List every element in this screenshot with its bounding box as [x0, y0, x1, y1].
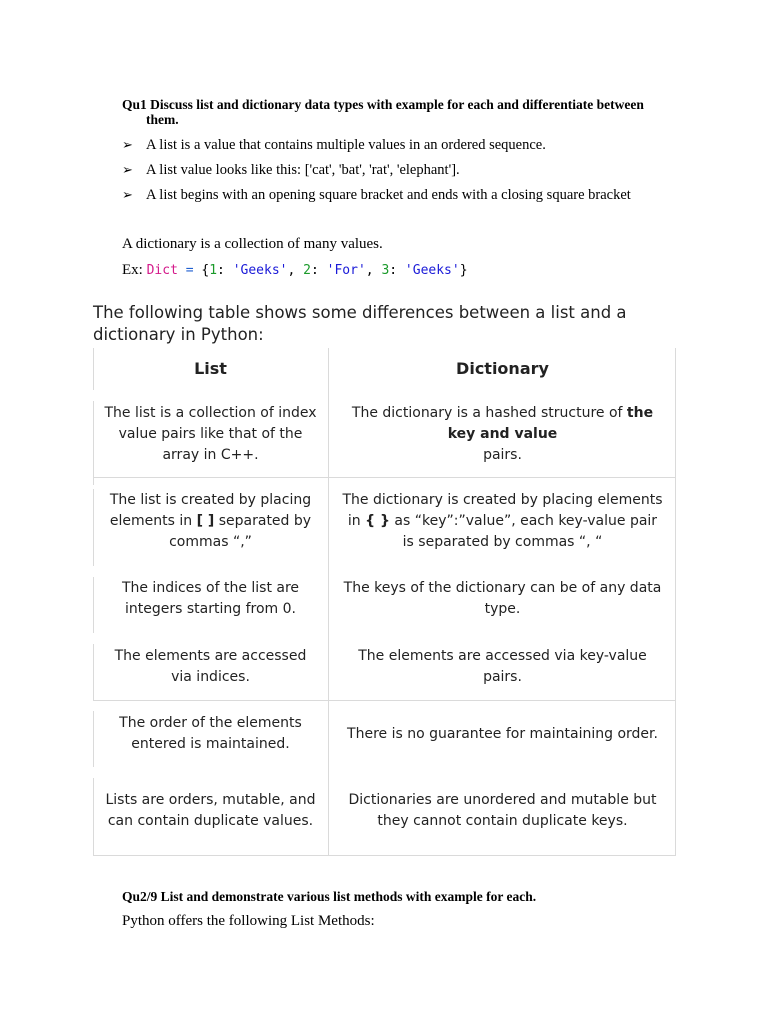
- question-2-heading: Qu2/9 List and demonstrate various list methods with example for each.: [122, 889, 537, 904]
- arrow-bullet-icon: ➢: [122, 162, 133, 177]
- bullet-item: [122, 161, 722, 179]
- table-cell-list: The indices of the list are integers starting from 0.: [121, 580, 300, 617]
- bullet-item: [122, 136, 722, 154]
- table-cell-list: The list is a collection of index value pairs like that of the array in C++.: [104, 404, 317, 463]
- table-cell-dictionary: The elements are accessed via key-value pairs.: [358, 648, 647, 685]
- comparison-intro: The following table shows some differences between a list and a dictionary in Python:: [93, 303, 627, 344]
- example-label: Ex:: [122, 262, 143, 278]
- header-dictionary: Dictionary: [456, 358, 549, 378]
- bullet-item: [122, 186, 722, 204]
- question-1-heading-line1: Qu1 Discuss list and dictionary data types with example for each and differentiate between: [122, 97, 644, 112]
- arrow-bullet-icon: ➢: [122, 187, 133, 202]
- arrow-bullet-icon: ➢: [122, 137, 133, 152]
- dictionary-definition: A dictionary is a collection of many values.: [122, 236, 383, 252]
- example-code: Dict = {1: 'Geeks', 2: 'For', 3: 'Geeks'}: [146, 263, 468, 278]
- list-facts-bullets: [122, 136, 722, 211]
- table-cell-dictionary: The keys of the dictionary can be of any data type.: [343, 580, 662, 617]
- table-cell-list: The order of the elements entered is maintained.: [119, 715, 302, 752]
- header-list: List: [194, 358, 227, 378]
- row-divider: [93, 477, 676, 478]
- table-cell-dictionary: The dictionary is created by placing elements in { } as “key”:”value”, each key-value pair is separated by commas “, “: [342, 491, 663, 550]
- bullet-text: A list begins with an opening square bracket and ends with a closing square bracket: [146, 187, 631, 203]
- table-cell-dictionary: The dictionary is a hashed structure of the key and value pairs.: [351, 404, 654, 463]
- table-cell-list: The list is created by placing elements in [ ] separated by commas “,”: [109, 491, 312, 550]
- bullet-text: A list value looks like this: ['cat', 'bat', 'rat', 'elephant'].: [146, 162, 460, 178]
- dictionary-example: [122, 262, 468, 279]
- table-cell-list: The elements are accessed via indices.: [114, 648, 307, 685]
- question-2-intro: Python offers the following List Methods:: [122, 913, 375, 929]
- table-cell-dictionary: There is no guarantee for maintaining order.: [347, 725, 658, 742]
- row-divider: [93, 700, 676, 701]
- table-cell-dictionary: Dictionaries are unordered and mutable but they cannot contain duplicate keys.: [348, 792, 657, 829]
- question-1-heading: [122, 97, 682, 127]
- table-cell-list: Lists are orders, mutable, and can contain duplicate values.: [105, 792, 316, 829]
- comparison-table: [93, 348, 676, 856]
- question-1-heading-line2: them.: [146, 112, 179, 127]
- row-divider: [93, 855, 676, 856]
- bullet-text: A list is a value that contains multiple values in an ordered sequence.: [146, 137, 546, 153]
